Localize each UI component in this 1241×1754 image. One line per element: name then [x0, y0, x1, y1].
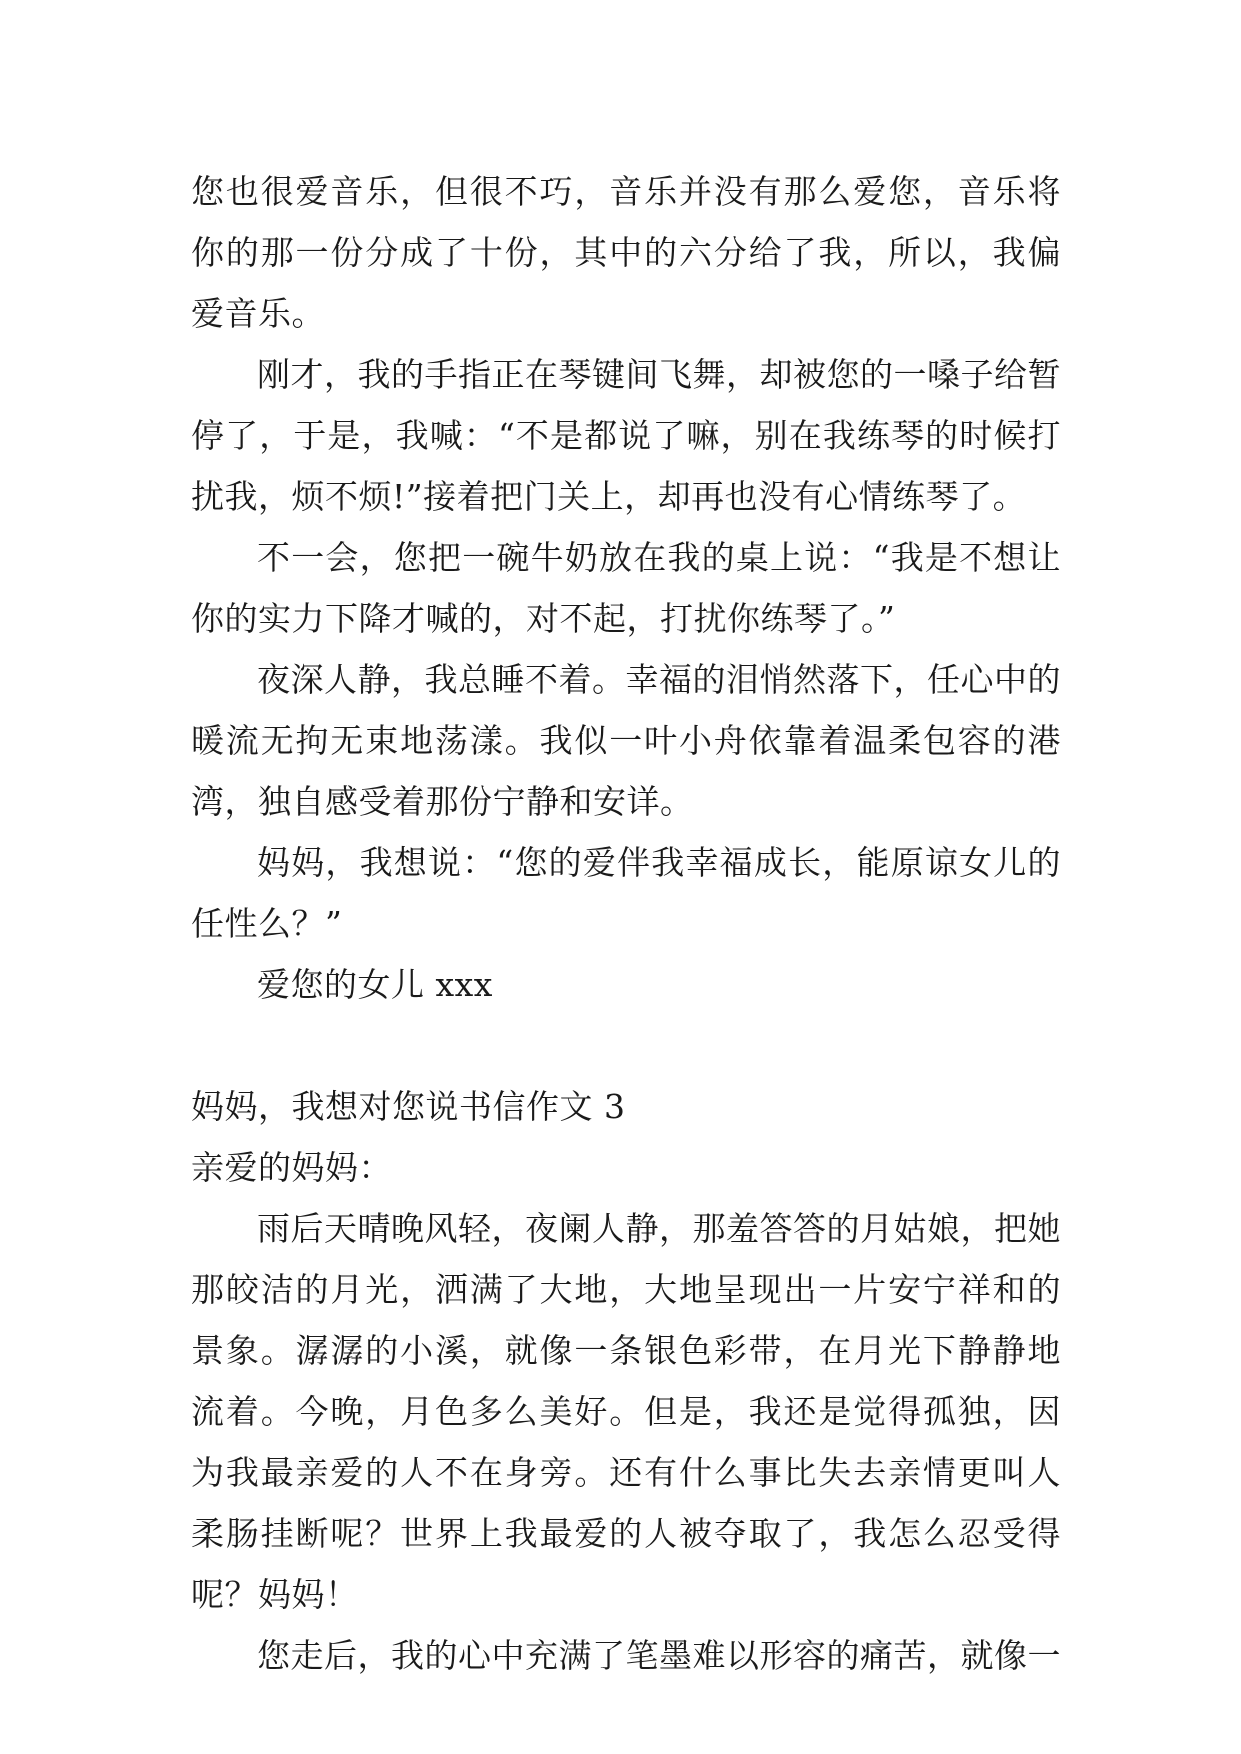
paragraph-moonlit-night: 雨后天晴晚风轻，夜阑人静，那羞答答的月姑娘，把她那皎洁的月光，洒满了大地，大地呈现出一片安宁祥和的景象。潺潺的小溪，就像一条银色彩带，在月光下静静地流着。今晚，月色多么美好。但是，我还是觉得孤独，因为我最亲爱的人不在身旁。还有什么事比失去亲情更叫人柔肠挂断呢？世界上我最爱的人被夺取了，我怎么忍受得呢？妈妈！	[191, 1209, 1061, 1614]
section-title: 妈妈，我想对您说书信作文 3	[191, 1087, 626, 1126]
paragraph-interrupted-practice: 刚才，我的手指正在琴键间飞舞，却被您的一嗓子给暂停了，于是，我喊：“不是都说了嘛，别在我练琴的时候打扰我，烦不烦!”接着把门关上，却再也没有心情练琴了。	[191, 355, 1061, 516]
paragraph-night-reflection: 夜深人静，我总睡不着。幸福的泪悄然落下，任心中的暖流无拘无束地荡漾。我似一叶小舟依靠着温柔包容的港湾，独自感受着那份宁静和安详。	[191, 660, 1061, 821]
letter-salutation: 亲爱的妈妈：	[191, 1148, 392, 1187]
paragraph-after-leaving: 您走后，我的心中充满了笔墨难以形容的痛苦，就像一	[257, 1636, 1061, 1675]
letter-signature: 爱您的女儿 xxx	[257, 965, 493, 1004]
continuation-paragraph: 您也很爱音乐，但很不巧，音乐并没有那么爱您，音乐将你的那一份分成了十份，其中的六分给了我，所以，我偏爱音乐。	[191, 172, 1061, 333]
section-spacer	[191, 1015, 1061, 1076]
paragraph-closing-wish: 妈妈，我想说：“您的爱伴我幸福成长，能原谅女儿的任性么？”	[191, 843, 1061, 943]
document-body	[191, 161, 1061, 1686]
paragraph-milk-apology: 不一会，您把一碗牛奶放在我的桌上说：“我是不想让你的实力下降才喊的，对不起，打扰你练琴了。”	[191, 538, 1061, 638]
